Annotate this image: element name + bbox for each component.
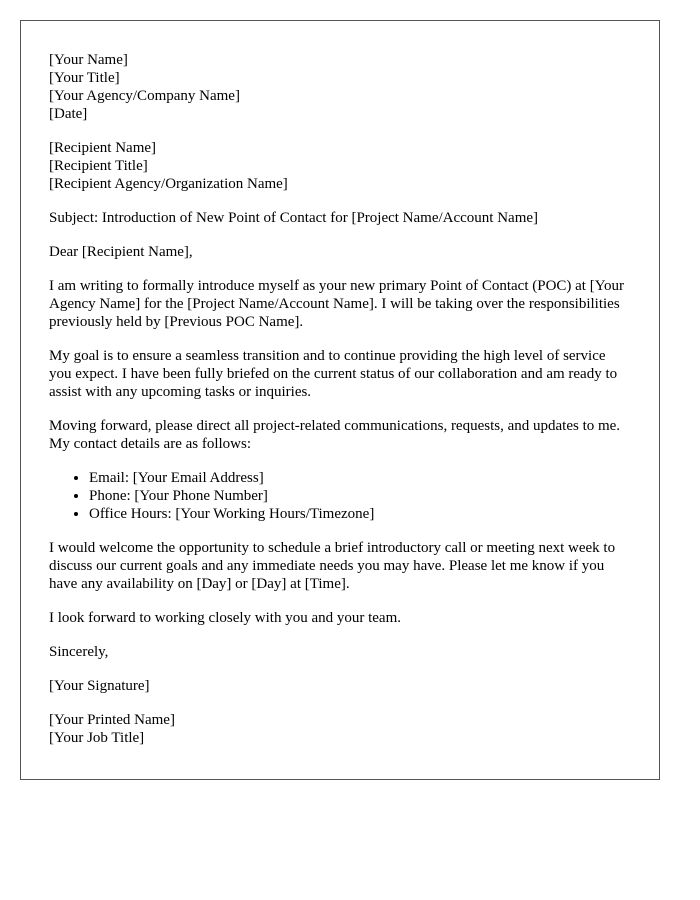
recipient-name: [Recipient Name] <box>49 140 157 156</box>
signoff: Sincerely, <box>49 644 109 660</box>
contact-list <box>49 469 631 523</box>
recipient-block <box>49 139 631 193</box>
body-paragraph: I am writing to formally introduce myself as your new primary Point of Contact (POC) at [Your Agency Name] for the [Project Name/Account Name]. I will be taking over the responsibilities previously held by [Previous POC Name]. <box>49 278 625 330</box>
contact-office-hours: • Office Hours: [Your Working Hours/Timezone] <box>89 505 631 523</box>
printed-name: [Your Printed Name] <box>49 712 175 728</box>
letter-date: [Date] <box>49 106 88 122</box>
closing-paragraph: I look forward to working closely with you and your team. <box>49 610 402 626</box>
recipient-organization: [Recipient Agency/Organization Name] <box>49 176 288 192</box>
sender-block <box>49 51 631 123</box>
signature-block <box>49 711 631 747</box>
recipient-title: [Recipient Title] <box>49 158 148 174</box>
contact-email: • Email: [Your Email Address] <box>89 469 631 487</box>
body-paragraph: My goal is to ensure a seamless transition and to continue providing the high level of service you expect. I have been fully briefed on the current status of our collaboration and am ready to assist with any upcoming tasks or inquiries. <box>49 348 618 400</box>
sender-name: [Your Name] <box>49 52 128 68</box>
salutation: Dear [Recipient Name], <box>49 244 193 260</box>
signature-placeholder: [Your Signature] <box>49 678 150 694</box>
body-paragraph: Moving forward, please direct all project-related communications, requests, and updates to me. My contact details are as follows: <box>49 418 621 452</box>
sender-company: [Your Agency/Company Name] <box>49 88 240 104</box>
subject-line: Subject: Introduction of New Point of Contact for [Project Name/Account Name] <box>49 210 539 226</box>
closing-paragraph: I would welcome the opportunity to schedule a brief introductory call or meeting next week to discuss our current goals and any immediate needs you may have. Please let me know if you have any availability on [Day] or [Day] at [Time]. <box>49 540 616 592</box>
letter-page <box>20 20 660 780</box>
sender-title: [Your Title] <box>49 70 120 86</box>
contact-phone: • Phone: [Your Phone Number] <box>89 487 631 505</box>
job-title: [Your Job Title] <box>49 730 145 746</box>
